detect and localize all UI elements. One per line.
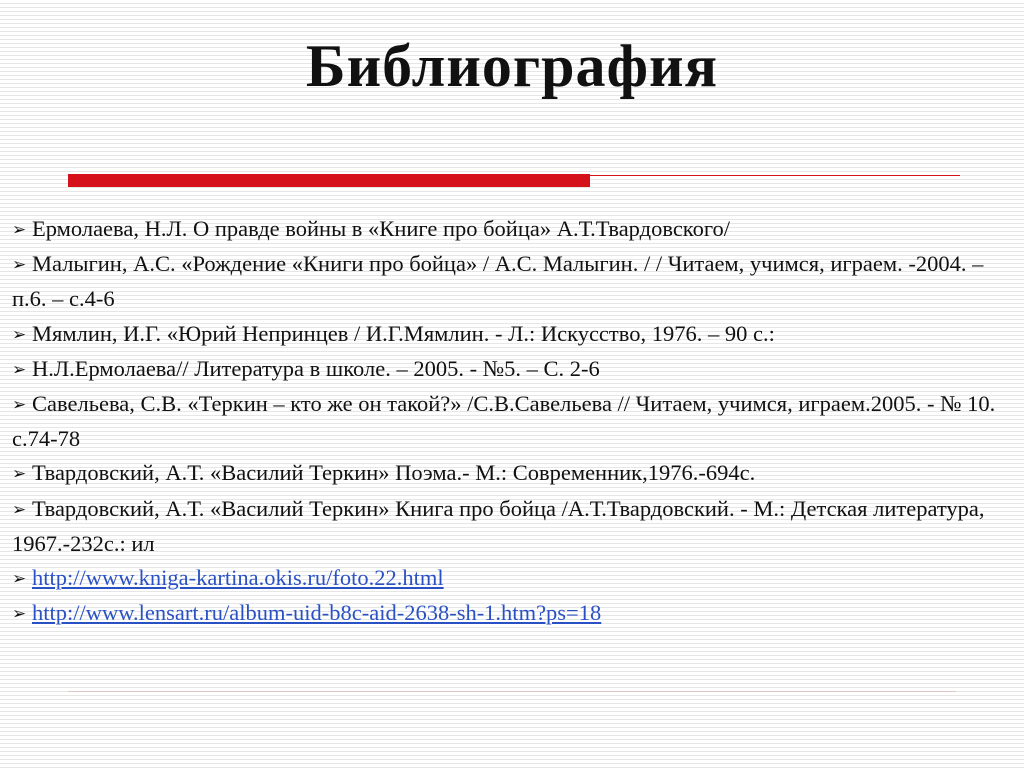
- entry-text: Ермолаева, Н.Л. О правде войны в «Книге про бойца» А.Т.Твардовского/: [32, 216, 731, 241]
- bibliography-entry: [12, 492, 1012, 561]
- arrow-bullet-icon: ➢: [12, 220, 27, 240]
- entry-text: Малыгин, А.С. «Рождение «Книги про бойца» / А.С. Малыгин. / / Читаем, учимся, играем. -2004. – п.6. – с.4-6: [12, 251, 984, 312]
- arrow-bullet-icon: ➢: [12, 499, 27, 520]
- link-lensart[interactable]: http://www.lensart.ru/album-uid-b8c-aid-2638-sh-1.htm?ps=18: [32, 600, 602, 626]
- bibliography-entry: [12, 212, 1012, 247]
- bibliography-entry: [12, 247, 1012, 316]
- bibliography-entry: [12, 387, 1012, 456]
- arrow-bullet-icon: ➢: [12, 359, 27, 380]
- arrow-bullet-icon: ➢: [12, 324, 27, 345]
- entry-text: Н.Л.Ермолаева// Литература в школе. – 2005. - №5. – С. 2-6: [32, 355, 600, 381]
- arrow-bullet-icon: ➢: [12, 604, 27, 625]
- arrow-bullet-icon: ➢: [12, 395, 27, 416]
- bibliography-list: [12, 212, 1012, 631]
- arrow-bullet-icon: ➢: [12, 569, 27, 590]
- top-thin-rule: [590, 175, 960, 176]
- entry-text: Твардовский, А.Т. «Василий Теркин» Книга про бойца /А.Т.Твардовский. - М.: Детская литература, 1967.-232с.: ил: [12, 495, 985, 556]
- entry-text: Твардовский, А.Т. «Василий Теркин» Поэма.- М.: Современник,1976.-694с.: [32, 460, 756, 486]
- bibliography-entry: [12, 317, 1012, 352]
- arrow-bullet-icon: ➢: [12, 464, 27, 485]
- link-kniga-kartina[interactable]: http://www.kniga-kartina.okis.ru/foto.22.html: [32, 565, 444, 591]
- entry-text: Мямлин, И.Г. «Юрий Непринцев / И.Г.Мямлин. - Л.: Искусство, 1976. – 90 с.:: [32, 320, 775, 346]
- bibliography-entry: [12, 352, 1012, 387]
- slide-title: Библиография: [305, 33, 719, 99]
- arrow-bullet-icon: ➢: [12, 255, 27, 276]
- bibliography-link-entry: [12, 596, 1012, 631]
- entry-text: Савельева, С.В. «Теркин – кто же он такой?» /С.В.Савельева // Читаем, учимся, играем.2005. - № 10. с.74-78: [12, 391, 996, 452]
- bibliography-link-entry: [12, 561, 1012, 596]
- red-accent-bar: [68, 174, 590, 187]
- bibliography-entry: [12, 456, 1012, 491]
- bottom-thin-rule: [68, 691, 956, 692]
